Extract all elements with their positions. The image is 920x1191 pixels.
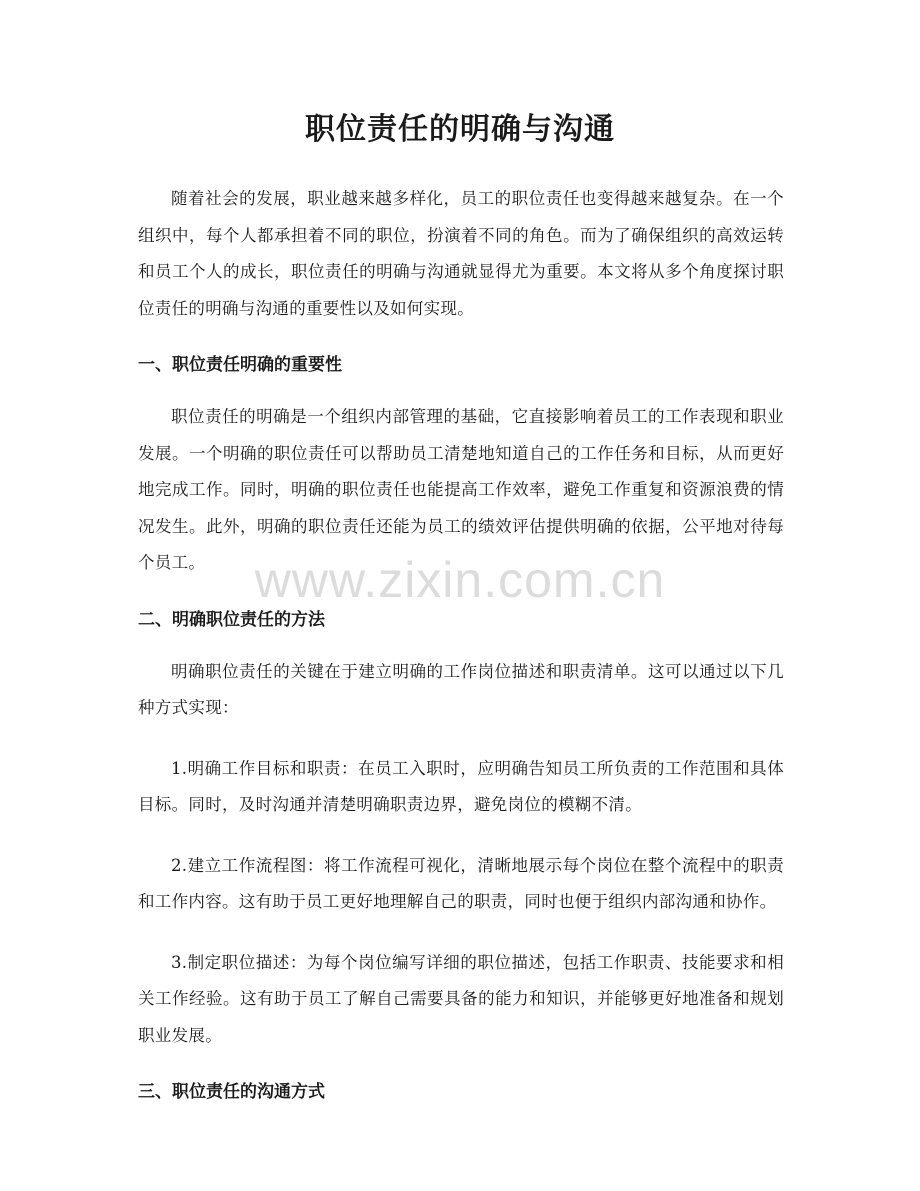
spacer — [138, 582, 784, 606]
spacer — [138, 634, 784, 654]
section-heading-2: 二、明确职位责任的方法 — [138, 609, 325, 630]
spacer — [138, 824, 784, 848]
spacer — [138, 1054, 784, 1078]
paragraph-methods-intro: 明确职位责任的关键在于建立明确的工作岗位描述和职责清单。这可以通过以下几种方式实现： — [138, 661, 784, 717]
spacer — [138, 727, 784, 751]
paragraph-intro: 随着社会的发展，职业越来越多样化，员工的职位责任也变得越来越复杂。在一个组织中，每个人都承担着不同的职位，扮演着不同的角色。而为了确保组织的高效运转和员工个人的成长，职位责任的明确与沟通就显得尤为重要。本文将从多个角度探讨职位责任的明确与沟通的重要性以及如何实现。 — [138, 189, 784, 318]
document-body — [138, 181, 784, 1106]
list-item-2: 2.建立工作流程图：将工作流程可视化，清晰地展示每个岗位在整个流程中的职责和工作内容。这有助于员工更好地理解自己的职责，同时也便于组织内部沟通和协作。 — [138, 855, 784, 911]
section-heading-1: 一、职位责任明确的重要性 — [138, 355, 342, 375]
paragraph-importance: 职位责任的明确是一个组织内部管理的基础，它直接影响着员工的工作表现和职业发展。一个明确的职位责任可以帮助员工清楚地知道自己的工作任务和目标，从而更好地完成工作。同时，明确的职位责任也能提高工作效率，避免工作重复和资源浪费的情况发生。此外，明确的职位责任还能为员工的绩效评估提供明确的依据，公平地对待每个员工。 — [138, 407, 784, 572]
spacer — [138, 921, 784, 945]
section-heading-3: 三、职位责任的沟通方式 — [138, 1082, 325, 1102]
list-item-3: 3.制定职位描述：为每个岗位编写详细的职位描述，包括工作职责、技能要求和相关工作经验。这有助于员工了解自己需要具备的能力和知识，并能够更好地准备和规划职业发展。 — [138, 952, 784, 1045]
list-item-1: 1.明确工作目标和职责：在员工入职时，应明确告知员工所负责的工作范围和具体目标。同时，及时沟通并清楚明确职责边界，避免岗位的模糊不清。 — [138, 758, 784, 814]
document-title: 职位责任的明确与沟通 — [305, 112, 615, 147]
spacer — [138, 379, 784, 399]
watermark-text: www.zixin.com.cn — [254, 552, 666, 608]
spacer — [138, 327, 784, 351]
